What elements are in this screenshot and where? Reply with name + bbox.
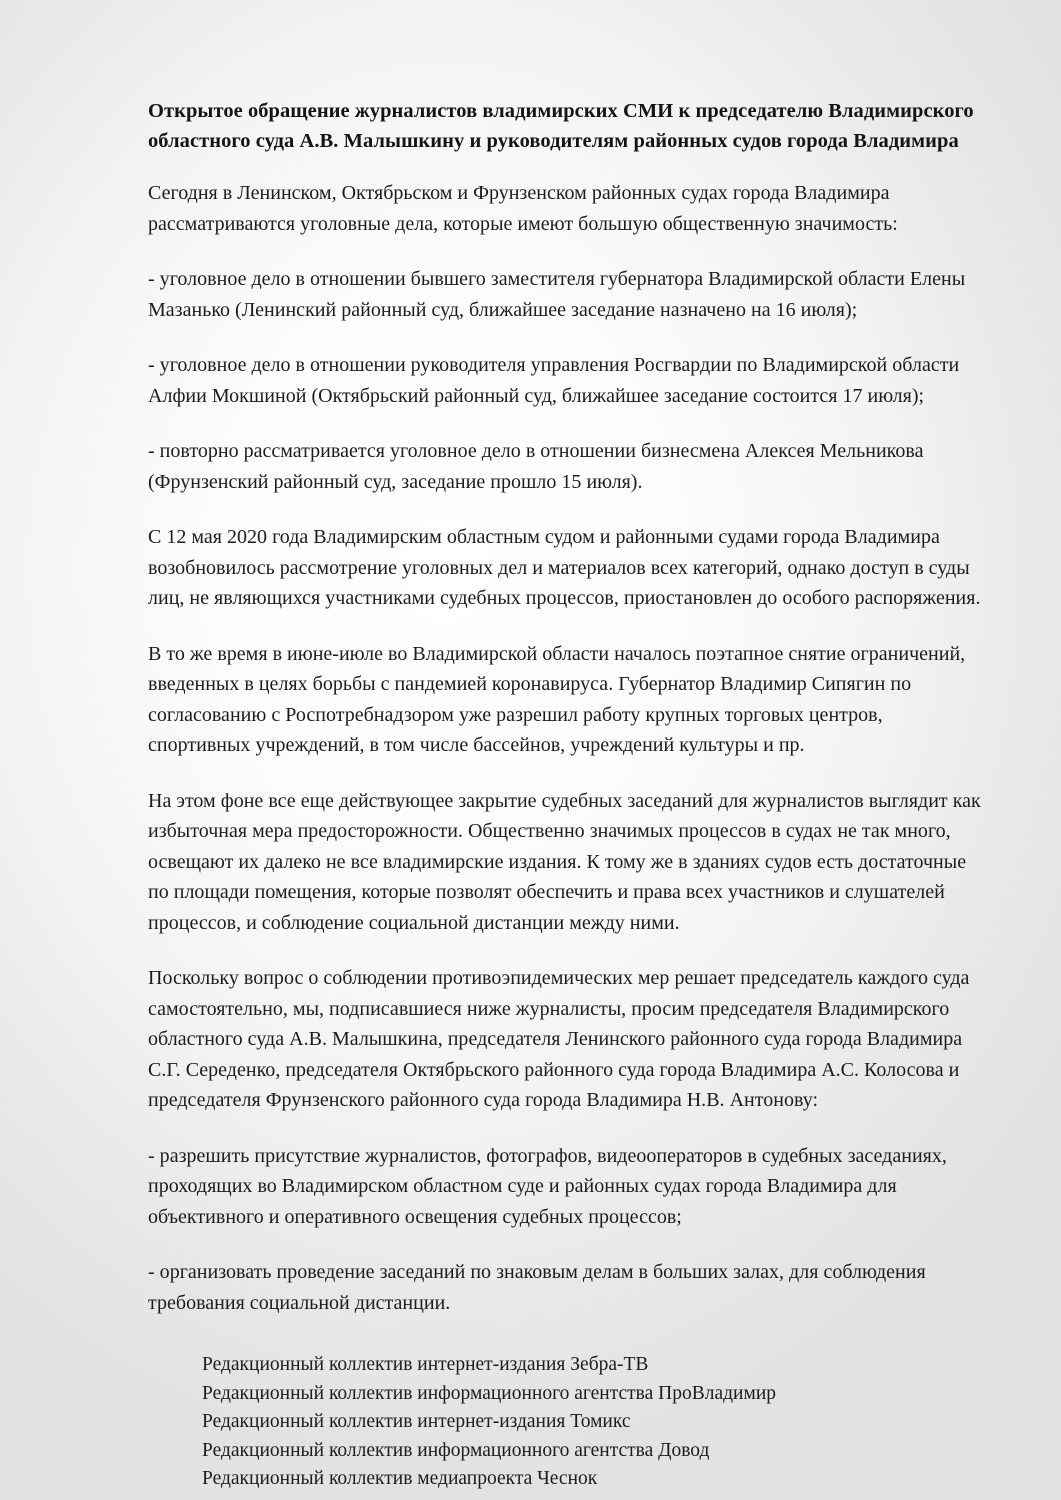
body-paragraph: - уголовное дело в отношении руководителя управления Росгвардии по Владимирской области Алфии Мокшиной (Октябрьский районный суд, ближайшее заседание состоится 17 июля); bbox=[148, 354, 960, 407]
body-paragraph: - организовать проведение заседаний по знаковым делам в больших залах, для соблюдения требования социальной дистанции. bbox=[148, 1261, 926, 1314]
body-paragraph: - разрешить присутствие журналистов, фотографов, видеооператоров в судебных заседаниях, проходящих во Владимирском областном суде и районных судах города Владимира для объективного и оперативного освещения судебных процессов; bbox=[148, 1144, 947, 1228]
body-paragraph: - уголовное дело в отношении бывшего заместителя губернатора Владимирской области Елены Мазанько (Ленинский районный суд, ближайшее заседание назначено на 16 июля); bbox=[148, 268, 966, 321]
list-item: Редакционный коллектив информационного агентства ПроВладимир bbox=[202, 1382, 777, 1404]
body-paragraph: С 12 мая 2020 года Владимирским областным судом и районными судами города Владимира возобновилось рассмотрение уголовных дел и материалов всех категорий, однако доступ в суды лиц, не являющихся участниками судебных процессов, приостановлен до особого распоряжения. bbox=[148, 526, 981, 609]
body-paragraph: Сегодня в Ленинском, Октябрьском и Фрунзенском районных судах города Владимира рассматриваются уголовные дела, которые имеют большую общественную значимость: bbox=[148, 182, 898, 235]
list-item: Редакционный коллектив медиапроекта Чеснок bbox=[202, 1468, 598, 1490]
signature-block bbox=[148, 1351, 985, 1494]
list-item: Редакционный коллектив интернет-издания Зебра-ТВ bbox=[202, 1354, 649, 1375]
page-title: Открытое обращение журналистов владимирских СМИ к председателю Владимирского областного суда А.В. Малышкину и руководителям районных судов города Владимира bbox=[148, 100, 974, 152]
document-body bbox=[148, 178, 985, 1494]
list-item: Редакционный коллектив интернет-издания Томикс bbox=[202, 1411, 631, 1433]
body-paragraph: В то же время в июне-июле во Владимирской области началось поэтапное снятие ограничений, введенных в целях борьбы с пандемией коронавируса. Губернатор Владимир Сипягин по согласованию с Роспотребнадзором уже разрешил работу крупных торговых центров, спортивных учреждений, в том числе бассейнов, учреждений культуры и пр. bbox=[148, 642, 966, 756]
body-paragraph: Поскольку вопрос о соблюдении противоэпидемических мер решает председатель каждого суда самостоятельно, мы, подписавшиеся ниже журналисты, просим председателя Владимирского областного суда А.В. Малышкина, председателя Ленинского районного суда города Владимира С.Г. Середенко, председателя Октябрьского районного суда города Владимира А.С. Колосова и председателя Фрунзенского районного суда города Владимира Н.В. Антонову: bbox=[148, 967, 970, 1111]
body-paragraph: На этом фоне все еще действующее закрытие судебных заседаний для журналистов выглядит как избыточная мера предосторожности. Общественно значимых процессов в судах не так много, освещают их далеко не все владимирские издания. К тому же в зданиях судов есть достаточные по площади помещения, которые позволят обеспечить и права всех участников и слушателей процессов, и соблюдение социальной дистанции между ними. bbox=[148, 789, 981, 934]
body-paragraph: - повторно рассматривается уголовное дело в отношении бизнесмена Алексея Мельникова (Фрунзенский районный суд, заседание прошло 15 июля). bbox=[148, 440, 924, 493]
list-item: Редакционный коллектив информационного агентства Довод bbox=[202, 1439, 710, 1461]
